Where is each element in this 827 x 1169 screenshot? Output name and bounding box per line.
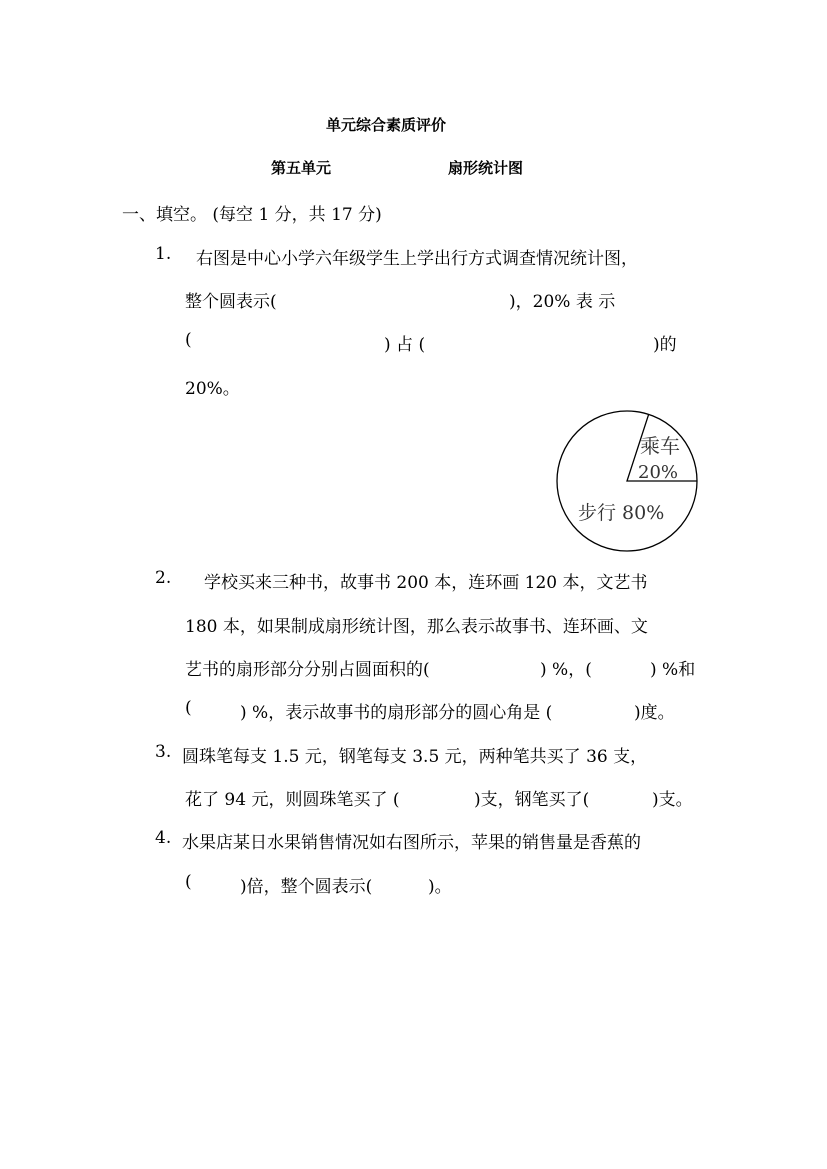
q1-line2-a: 整个圆表示(: [185, 292, 277, 312]
q3-number: 3.: [155, 742, 172, 762]
q2-line3-c: ) %和: [650, 660, 696, 680]
pie-chart: [548, 408, 708, 558]
q3-line2-c: )支。: [652, 790, 693, 810]
q1-line2-b: )，20% 表 示: [509, 292, 616, 312]
q4-line2-b: )倍，整个圆表示(: [240, 877, 373, 897]
q4-number: 4.: [155, 828, 172, 848]
q1-line4: 20%。: [185, 379, 240, 399]
q1-line3-c: )的: [653, 335, 677, 355]
q4-line2-c: )。: [428, 877, 452, 897]
q4-line1: 水果店某日水果销售情况如右图所示，苹果的销售量是香蕉的: [182, 833, 641, 853]
q1-line3-b: ) 占 (: [384, 335, 426, 355]
q2-line4-b: ) %，表示故事书的扇形部分的圆心角是 (: [240, 703, 553, 723]
page-title: 单元综合素质评价: [326, 116, 447, 134]
q2-number: 2.: [155, 568, 172, 588]
pie-label-ride: 乘车: [640, 434, 680, 458]
q2-line4-a: (: [185, 698, 192, 718]
topic-label: 扇形统计图: [448, 159, 524, 177]
pie-label-ride-pct: 20%: [638, 462, 679, 483]
q3-line2-a: 花了 94 元，则圆珠笔买了 (: [185, 790, 400, 810]
unit-label: 第五单元: [271, 159, 332, 177]
section-heading: 一、填空。 (每空 1 分，共 17 分): [122, 205, 382, 225]
q2-line2: 180 本，如果制成扇形统计图，那么表示故事书、连环画、文: [185, 617, 648, 637]
q2-line4-c: )度。: [634, 703, 675, 723]
q2-line3-b: ) %，(: [540, 660, 592, 680]
q2-line1: 学校买来三种书，故事书 200 本，连环画 120 本，文艺书: [204, 573, 648, 593]
q4-line2-a: (: [185, 872, 192, 892]
q1-line3-a: (: [185, 330, 192, 350]
q2-line3-a: 艺书的扇形部分分别占圆面积的(: [185, 660, 430, 680]
pie-label-walk: 步行 80%: [578, 502, 665, 524]
q1-line1: 右图是中心小学六年级学生上学出行方式调查情况统计图，: [196, 249, 638, 269]
q3-line1: 圆珠笔每支 1.5 元，钢笔每支 3.5 元，两种笔共买了 36 支，: [182, 747, 648, 767]
q1-number: 1.: [155, 244, 172, 264]
q3-line2-b: )支，钢笔买了(: [474, 790, 590, 810]
